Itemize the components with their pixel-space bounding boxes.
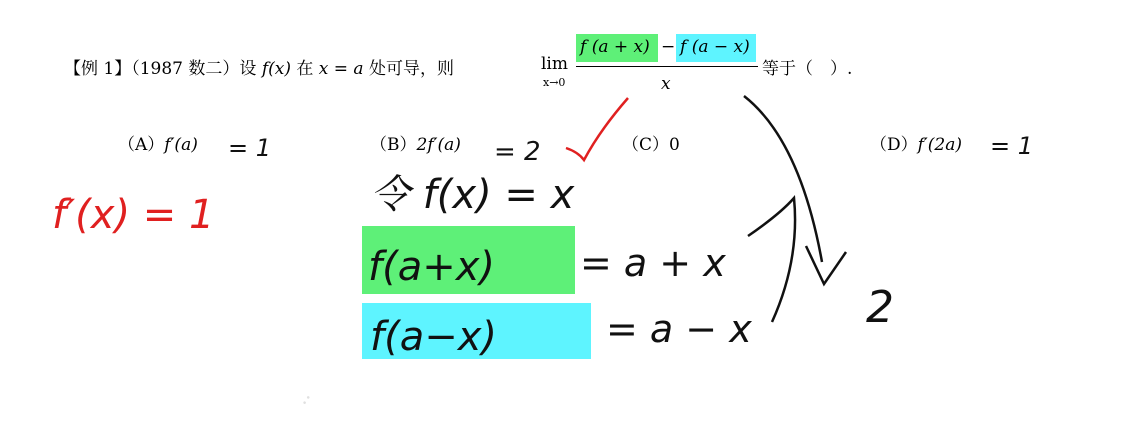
option-label: （D）: [870, 135, 918, 155]
ink-red-note: f′(x) = 1: [52, 192, 215, 238]
brace-stroke: [748, 198, 795, 322]
option-expr: f′(2a): [917, 135, 963, 155]
problem-source: （1987 数二）: [131, 59, 240, 79]
ink-result: 2: [866, 282, 894, 333]
limit-subscript: x→0: [543, 76, 566, 89]
option-expr: f′(a): [164, 135, 198, 155]
ink-line-1: 令 f(x) = x: [370, 172, 575, 218]
arrow-head-icon: [806, 246, 846, 284]
problem-text: 设: [239, 59, 262, 79]
option-expr: 2f′(a): [416, 135, 461, 155]
problem-tail: 等于（ ）.: [762, 59, 853, 79]
numerator-minus: −: [661, 37, 676, 57]
numerator-left: f (a + x): [580, 37, 650, 57]
arrow-curve: [744, 96, 822, 262]
ink-line-3-left: f(a−x): [370, 314, 497, 360]
option-label: （A）: [118, 135, 165, 155]
option-expr: 0: [669, 135, 680, 155]
lim-text: lim: [541, 54, 568, 74]
ink-line-2-right: = a + x: [580, 241, 726, 285]
example-label: 【例 1】: [64, 59, 132, 79]
problem-text: 处可导，则: [363, 59, 454, 79]
function-arg: (x): [268, 59, 291, 79]
ink-a-value: = 1: [228, 134, 272, 162]
checkmark-icon: [566, 98, 628, 160]
function-symbol: f: [261, 59, 269, 79]
ink-b-value: = 2: [494, 137, 541, 167]
ink-line-2-left: f(a+x): [368, 244, 495, 290]
numerator-right: f (a − x): [680, 37, 750, 57]
problem-text: 在: [290, 59, 319, 79]
ink-d-value: = 1: [990, 132, 1034, 160]
option-label: （C）: [622, 135, 670, 155]
condition: x = a: [318, 59, 364, 79]
denominator: x: [661, 74, 671, 94]
option-label: （B）: [370, 135, 417, 155]
watermark: ··: [292, 387, 320, 413]
ink-line-3-right: = a − x: [606, 307, 752, 351]
